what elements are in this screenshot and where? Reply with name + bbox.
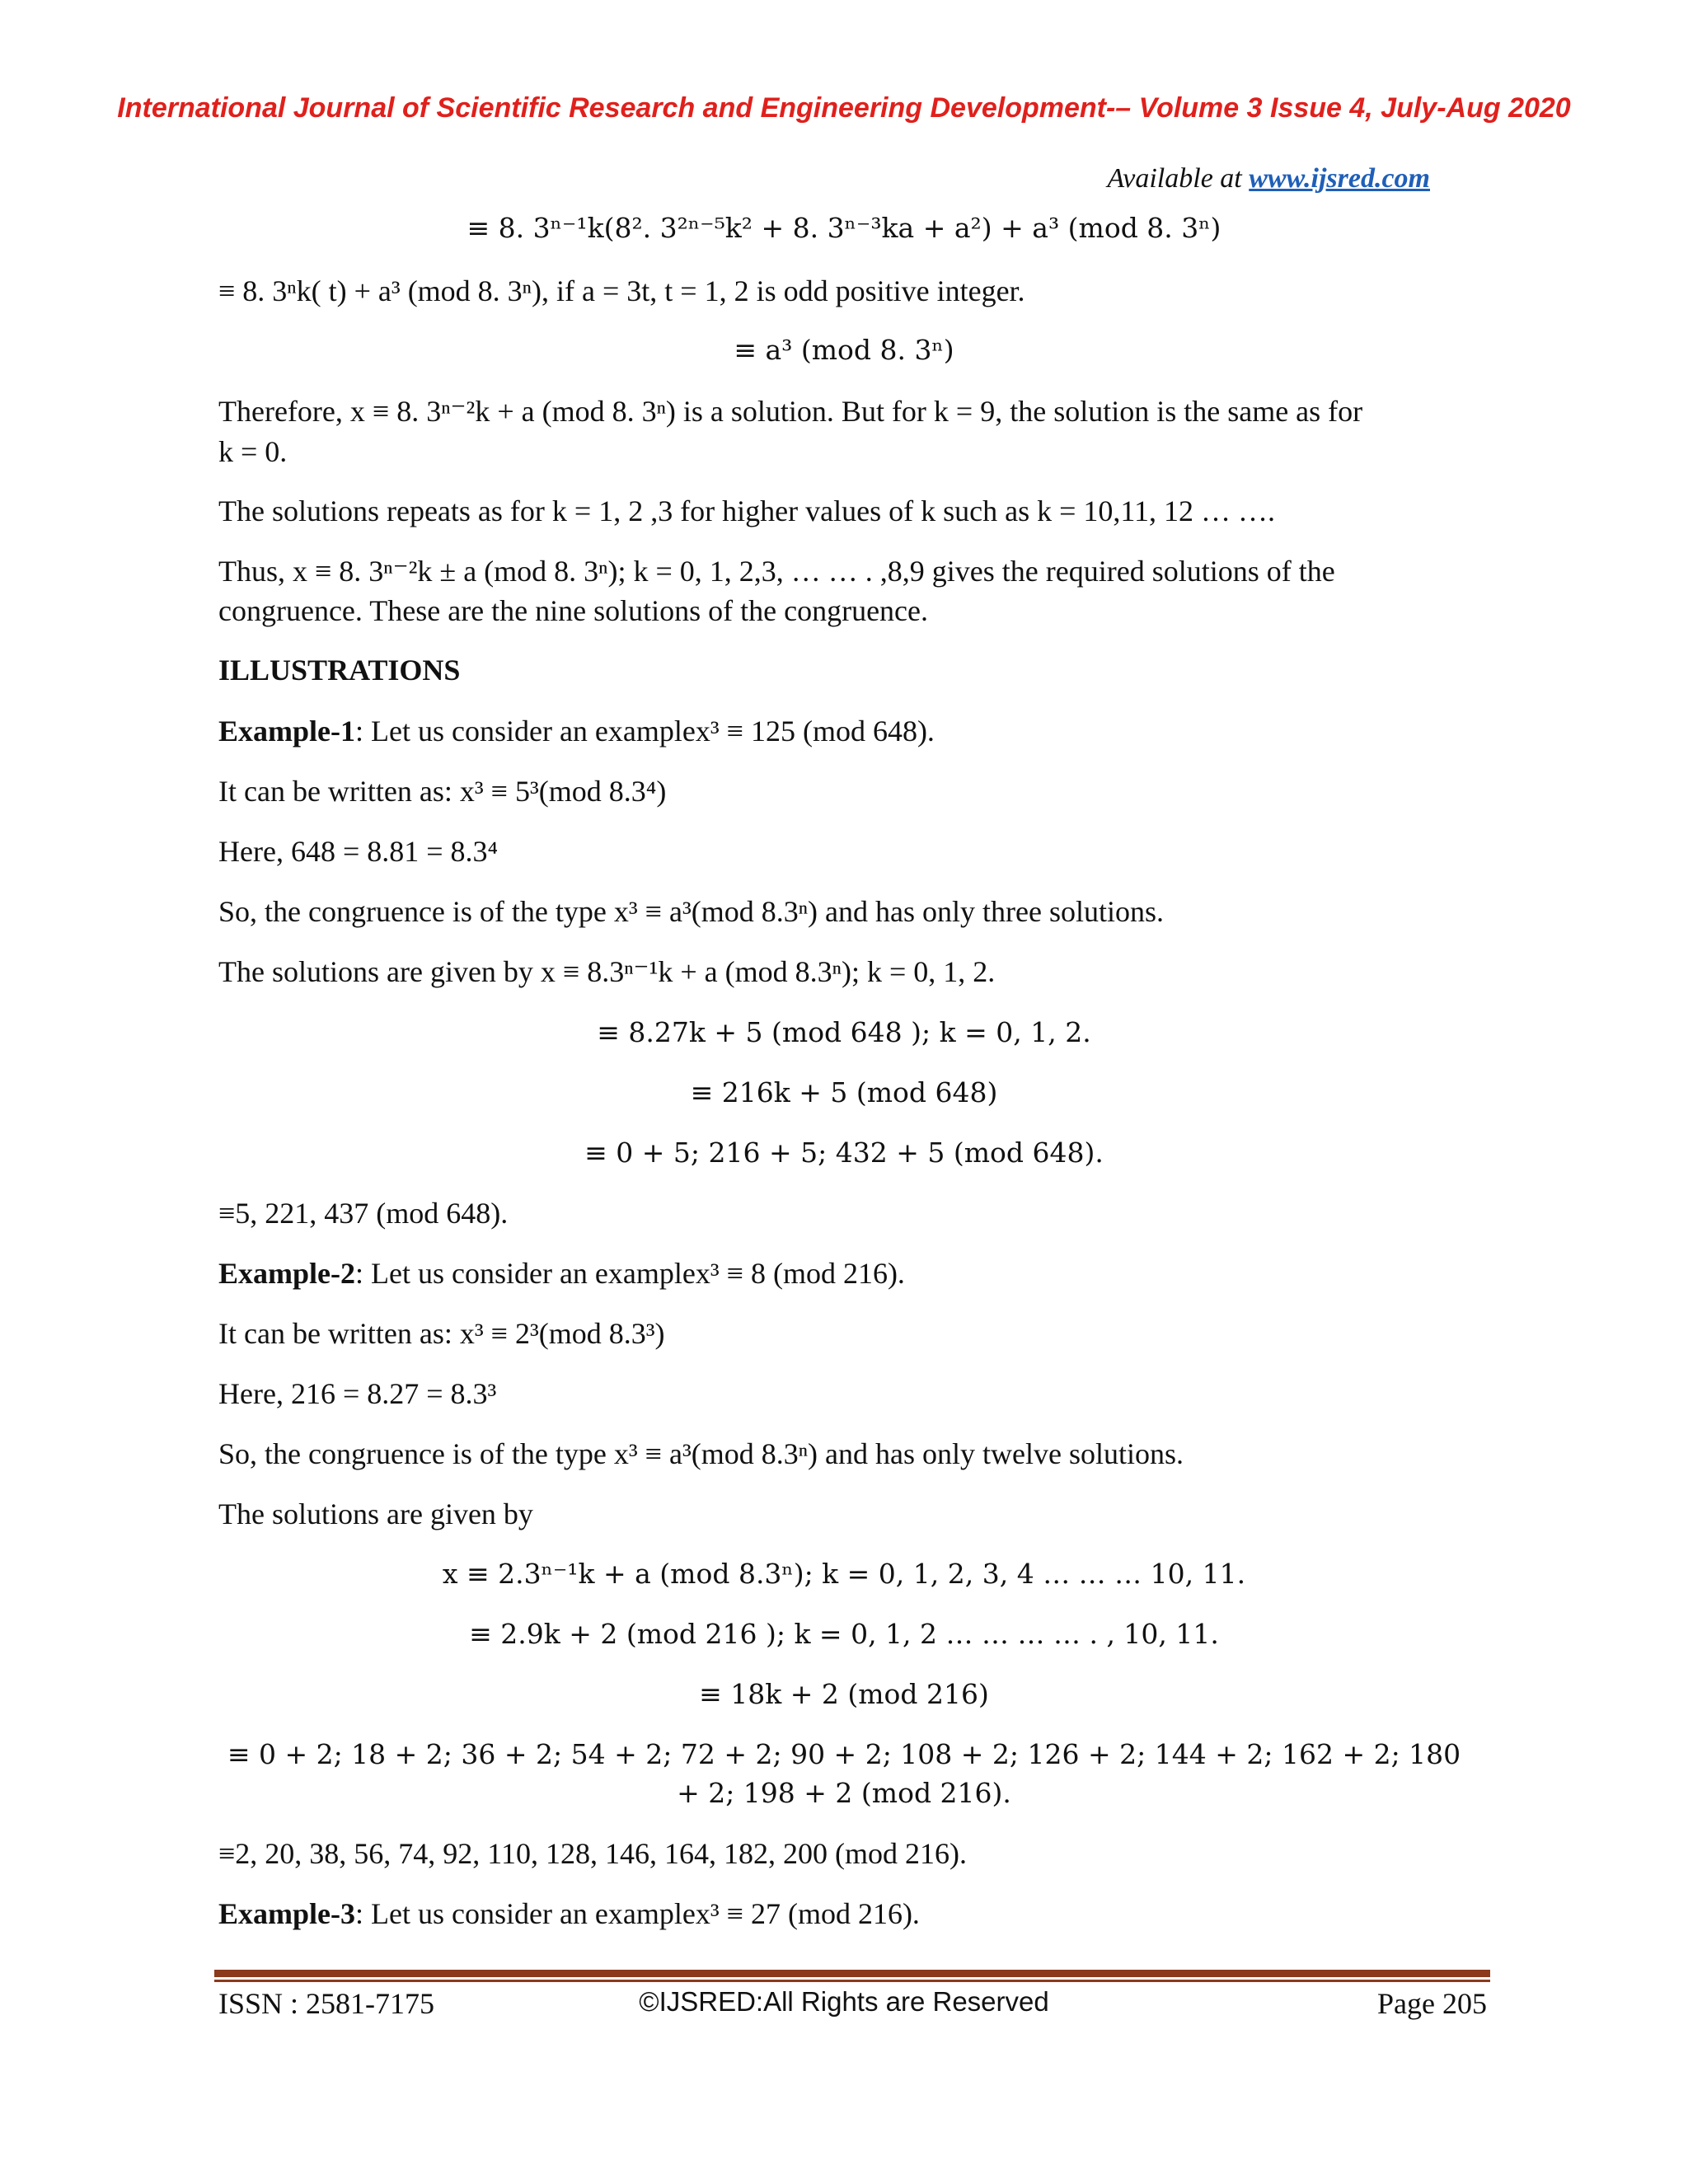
example-label: Example-1 (218, 715, 355, 748)
equation-line: ≡ 18k + 2 (mod 216) (699, 1678, 989, 1710)
footer-rule (214, 1970, 1490, 1977)
example-text: : Let us consider an examplex³ ≡ 27 (mod 216). (355, 1897, 920, 1930)
equation-line: ≡ 8.27k + 5 (mod 648 ); k = 0, 1, 2. (597, 1016, 1091, 1048)
equation-line: ≡ 2.9k + 2 (mod 216 ); k = 0, 1, 2 … … … … . , 10, 11. (469, 1618, 1219, 1650)
journal-header: International Journal of Scientific Research and Engineering Development-– Volume 3 Issue 4, July-Aug 2020 (117, 92, 1571, 124)
example-text: : Let us consider an examplex³ ≡ 8 (mod 216). (355, 1257, 905, 1290)
paragraph-line: Here, 216 = 8.27 = 8.3³ (218, 1377, 497, 1410)
footer-copyright: ©IJSRED:All Rights are Reserved (639, 1986, 1049, 2017)
equation-line: x ≡ 2.3ⁿ⁻¹k + a (mod 8.3ⁿ); k = 0, 1, 2, 3, 4 … … … 10, 11. (442, 1558, 1246, 1590)
equation-line: ≡ 0 + 5; 216 + 5; 432 + 5 (mod 648). (584, 1137, 1104, 1169)
example-2-statement (218, 1254, 905, 1292)
paragraph-line: ≡2, 20, 38, 56, 74, 92, 110, 128, 146, 164, 182, 200 (mod 216). (218, 1837, 967, 1870)
paragraph-line: congruence. These are the nine solutions of the congruence. (218, 594, 929, 627)
availability-line (1107, 163, 1430, 194)
paragraph-line: k = 0. (218, 435, 288, 468)
example-1-statement (218, 712, 935, 750)
paragraph-line: ≡5, 221, 437 (mod 648). (218, 1197, 509, 1230)
equation-line: ≡ 216k + 5 (mod 648) (690, 1076, 998, 1108)
paragraph-line: It can be written as: x³ ≡ 5³(mod 8.3⁴) (218, 775, 667, 808)
paragraph-line: Thus, x ≡ 8. 3ⁿ⁻²k ± a (mod 8. 3ⁿ); k = 0, 1, 2,3, … … . ,8,9 gives the required solutions of the (218, 555, 1335, 588)
equation-line: + 2; 198 + 2 (mod 216). (677, 1777, 1011, 1809)
paragraph-line: So, the congruence is of the type x³ ≡ a³(mod 8.3ⁿ) and has only three solutions. (218, 895, 1164, 928)
equation-line: ≡ a³ (mod 8. 3ⁿ) (734, 334, 954, 366)
paragraph-line: Here, 648 = 8.81 = 8.3⁴ (218, 835, 499, 868)
paragraph-line: Therefore, x ≡ 8. 3ⁿ⁻²k + a (mod 8. 3ⁿ) is a solution. But for k = 9, the solution is the same as for (218, 395, 1363, 428)
example-text: : Let us consider an examplex³ ≡ 125 (mod 648). (355, 715, 935, 748)
paragraph-line: The solutions are given by x ≡ 8.3ⁿ⁻¹k + a (mod 8.3ⁿ); k = 0, 1, 2. (218, 955, 996, 988)
equation-line: ≡ 0 + 2; 18 + 2; 36 + 2; 54 + 2; 72 + 2; 90 + 2; 108 + 2; 126 + 2; 144 + 2; 162 + 2; 180 (227, 1738, 1461, 1770)
example-3-statement (218, 1895, 920, 1933)
footer-rule-thin (214, 1980, 1490, 1982)
example-label: Example-3 (218, 1897, 355, 1930)
journal-website-link[interactable]: www.ijsred.com (1249, 163, 1430, 194)
paragraph-line: The solutions repeats as for k = 1, 2 ,3 for higher values of k such as k = 10,11, 12 … …. (218, 494, 1276, 527)
available-prefix: Available at (1107, 163, 1250, 194)
footer-issn: ISSN : 2581-7175 (218, 1987, 435, 2020)
equation-line: ≡ 8. 3ⁿ⁻¹k(8². 3²ⁿ⁻⁵k² + 8. 3ⁿ⁻³ka + a²) + a³ (mod 8. 3ⁿ) (467, 212, 1221, 244)
footer-page-number: Page 205 (1377, 1987, 1487, 2020)
equation-text-line: ≡ 8. 3ⁿk( t) + a³ (mod 8. 3ⁿ), if a = 3t, t = 1, 2 is odd positive integer. (218, 274, 1025, 307)
paragraph-line: So, the congruence is of the type x³ ≡ a³(mod 8.3ⁿ) and has only twelve solutions. (218, 1437, 1184, 1470)
paragraph-line: The solutions are given by (218, 1497, 533, 1530)
example-label: Example-2 (218, 1257, 355, 1290)
section-heading: ILLUSTRATIONS (218, 654, 461, 687)
paragraph-line: It can be written as: x³ ≡ 2³(mod 8.3³) (218, 1317, 665, 1350)
